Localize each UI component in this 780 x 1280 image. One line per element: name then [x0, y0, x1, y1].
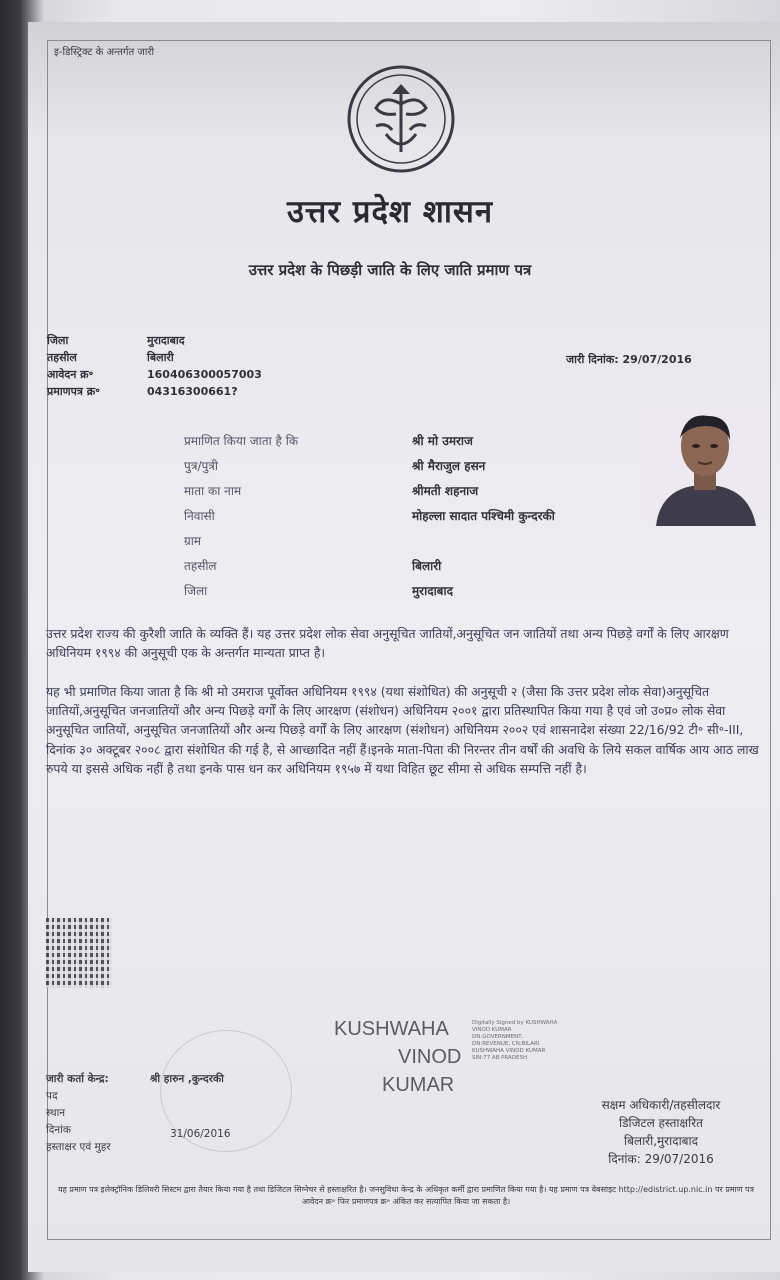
up-emblem-icon: [346, 64, 456, 174]
person-photo-icon: [646, 408, 764, 526]
digital-signature-note: Digitally Signed by KUSHWAHA VINOD KUMAR DN:GOVERNMENT, DN:REVENUE, CN:BILARI KUSHWAHA VINOD KUMAR SIN:77 AB PRADESH: [472, 1020, 558, 1061]
stamp-date: 31/06/2016: [170, 1128, 231, 1140]
signer-name-line-2: VINOD: [398, 1046, 462, 1068]
issue-date: जारी दिनांक: 29/07/2016: [566, 353, 692, 366]
page-title: उत्तर प्रदेश शासन: [286, 194, 494, 230]
tehsil-label: तहसील: [47, 351, 77, 364]
field-label: तहसील: [184, 559, 217, 573]
certificate-number-row: [47, 384, 238, 399]
certificate-subtitle: उत्तर प्रदेश के पिछड़ी जाति के लिए जाति प्रमाण पत्र: [248, 261, 532, 279]
certificate-paragraph-2: यह भी प्रमाणित किया जाता है कि श्री मो उमराज पूर्वोक्त अधिनियम १९९४ (यथा संशोधित) की अनुसूची २ (जैसा कि उत्तर प्रदेश लोक सेवा)अनुसूचित जातियों,अनुसूचित जनजातियों और अन्य पिछड़े वर्गों के लिए आरक्षण (संशोधन) अधिनियम २००१ द्वारा प्रतिस्थापित किया गया है एवं जो उ०प्र० लोक सेवा अनुसूचित जातियों, अनुसूचित जनजातियों और अन्य पिछड़े वर्गों के लिए आरक्षण (संशोधन) अधिनियम २००२ एवं शासनादेश संख्या 22/16/92 टी॰ सी॰-III, दिनांक ३० अक्टूबर २००८ द्वारा संशोधित की गई है, से आच्छादित नहीं हैं।इनके माता-पिता की निरन्तर तीन वर्षों की अवधि के लिये सकल वार्षिक आय आठ लाख रुपये या इससे अधिक नहीं है तथा इनके पास धन कर अधिनियम १९५७ में यथा विहित छूट सीमा से अधिक सम्पत्ति नहीं है।: [46, 684, 759, 776]
district-row: [47, 333, 185, 348]
district-label: जिला: [47, 334, 69, 347]
field-value: मुरादाबाद: [412, 584, 454, 598]
footer-note: यह प्रमाण पत्र इलेक्ट्रॉनिक डिलिवरी सिस्टम द्वारा तैयार किया गया है तथा डिजिटल सिग्नेचर से हस्ताक्षरित है। जनसुविधा केन्द्र के अधिकृत कर्मी द्वारा प्रमाणित किया गया है। यह प्रमाण पत्र वेबसाइट http://edistrict.up.nic.in पर प्रमाण पत्र आवेदन क्र॰ फिर प्रमाणपत्र क्र॰ अंकित कर सत्यापित किया जा सकता है।: [57, 1185, 755, 1206]
signer-name-line-1: KUSHWAHA: [334, 1018, 449, 1040]
field-value: श्री मैराजुल हसन: [412, 459, 486, 473]
certificate-number-label: प्रमाणपत्र क्र॰: [47, 385, 100, 398]
issuing-center-label: जारी कर्ता केन्द्र:: [46, 1073, 109, 1085]
field-value: श्री मो उमराज: [412, 434, 473, 448]
field-label: ग्राम: [184, 534, 202, 548]
field-label: प्रमाणित किया जाता है कि: [184, 434, 299, 448]
header-note: इ-डिस्ट्रिक्ट के अन्तर्गत जारी: [54, 47, 155, 58]
certificate-paragraph-1: उत्तर प्रदेश राज्य की कुरैशी जाति के व्यक्ति हैं। यह उत्तर प्रदेश लोक सेवा अनुसूचित जातियों,अनुसूचित जन जातियों तथा अन्य पिछड़े वर्गों के लिए आरक्षण अधिनियम १९९४ की अनुसूची एक के अन्तर्गत मान्यता प्राप्त है।: [46, 626, 729, 661]
tehsil-row: [47, 350, 174, 365]
district-value: मुरादाबाद: [147, 334, 185, 347]
application-row: [47, 367, 262, 382]
field-label: पुत्र/पुत्री: [184, 459, 219, 473]
qr-code-icon: [46, 918, 112, 988]
place-label: स्थान: [46, 1107, 66, 1119]
application-label: आवेदन क्र॰: [47, 368, 94, 381]
officer-designation: सक्षम अधिकारी/तहसीलदार: [601, 1098, 721, 1112]
applicant-photo: [646, 408, 764, 526]
issuing-center-value: श्री हारुन ,कुन्दरकी: [150, 1073, 224, 1085]
application-value: 160406300057003: [147, 368, 262, 381]
field-label: माता का नाम: [184, 484, 242, 498]
field-value: मोहल्ला सादात पश्चिमी कुन्दरकी: [412, 509, 555, 523]
field-value: श्रीमती शहनाज: [412, 484, 479, 498]
field-value: बिलारी: [412, 559, 442, 573]
post-label: पद: [46, 1090, 58, 1102]
date-label: दिनांक: [46, 1124, 71, 1136]
signer-name-line-3: KUMAR: [382, 1074, 455, 1096]
certificate-number-value: 04316300661?: [147, 385, 238, 398]
field-label: निवासी: [184, 509, 215, 523]
signature-stamp-label: हस्ताक्षर एवं मुहर: [46, 1141, 111, 1153]
officer-location: बिलारी,मुरादाबाद: [623, 1134, 699, 1148]
tehsil-value: बिलारी: [147, 351, 174, 364]
officer-digital-note: डिजिटल हस्ताक्षरित: [619, 1116, 703, 1130]
officer-date: दिनांक: 29/07/2016: [608, 1152, 714, 1166]
field-label: जिला: [184, 584, 208, 598]
